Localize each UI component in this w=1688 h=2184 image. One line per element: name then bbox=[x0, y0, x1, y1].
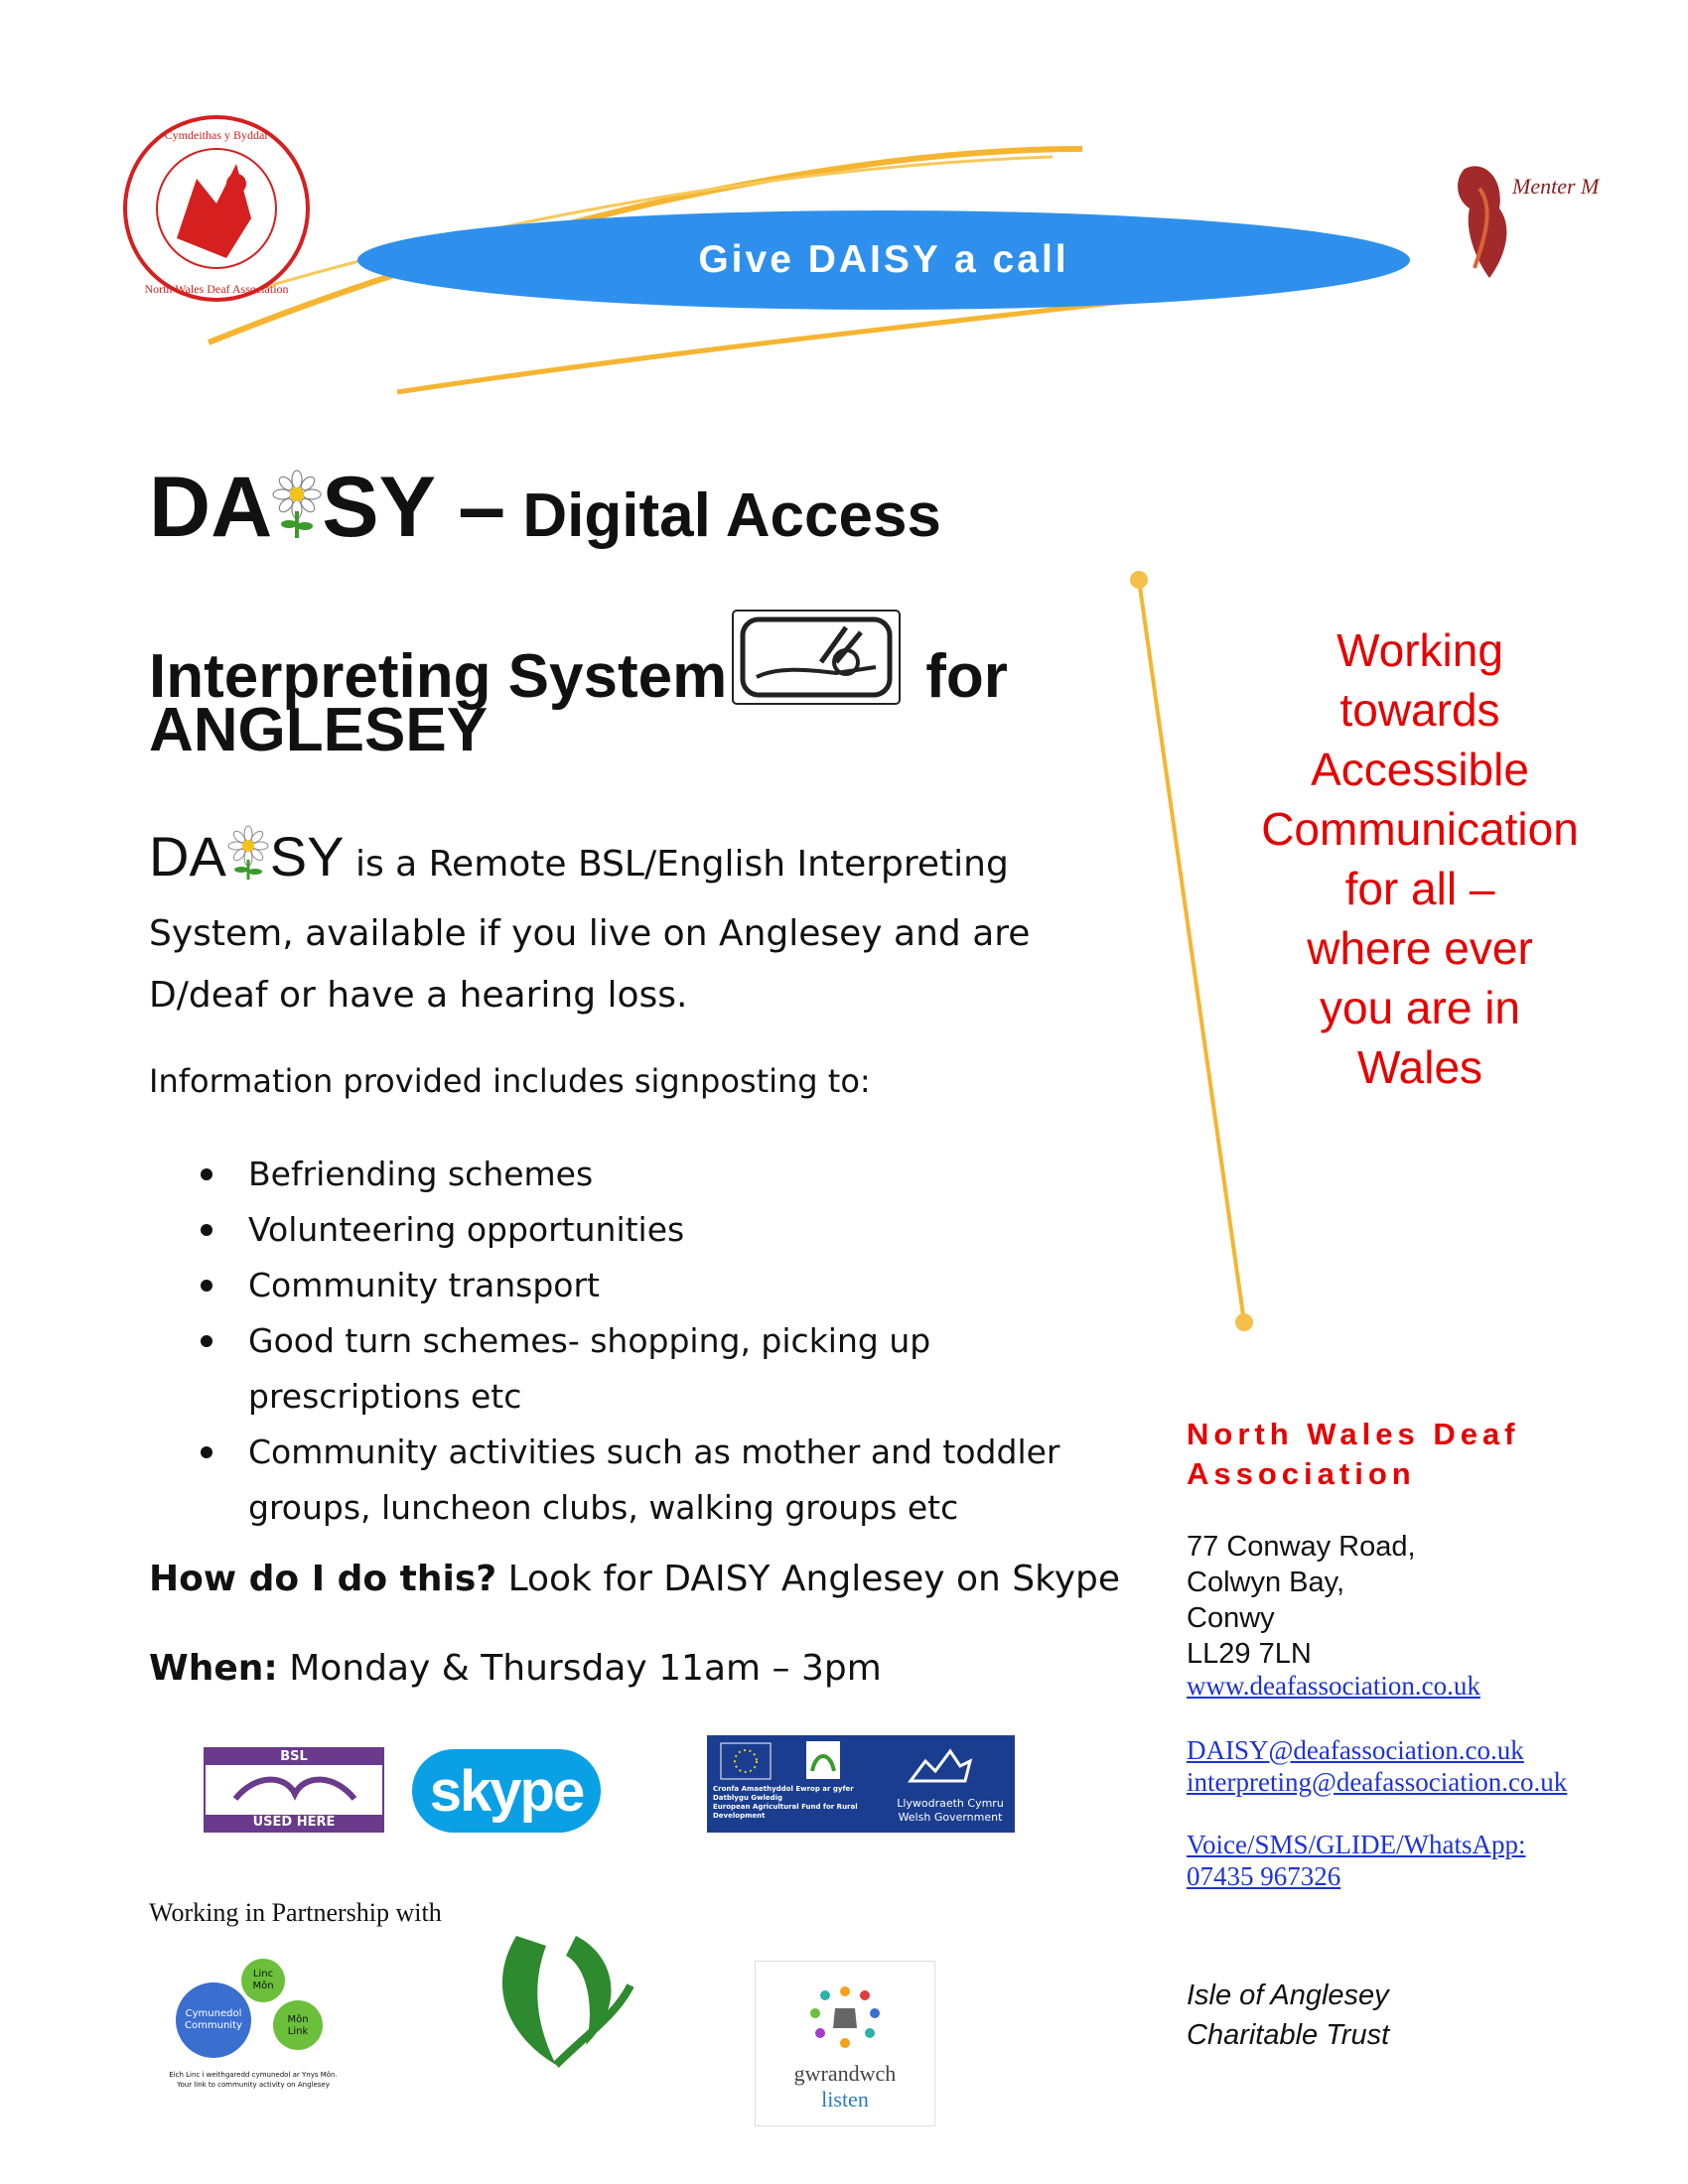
list-item: Befriending schemes bbox=[199, 1147, 1132, 1202]
interpreting-email-link[interactable]: interpreting@deafassociation.co.uk bbox=[1187, 1767, 1568, 1797]
trust-line1: Isle of Anglesey bbox=[1187, 1979, 1389, 2011]
address-line: 77 Conway Road, bbox=[1187, 1531, 1416, 1563]
intro-text-line3: D/deaf or have a hearing loss. bbox=[149, 975, 688, 1016]
gwrandwch-text: gwrandwch bbox=[793, 2061, 897, 2086]
north-wales-deaf-association-logo bbox=[117, 109, 316, 308]
address-line: Conwy bbox=[1187, 1602, 1275, 1634]
give-daisy-a-call-banner bbox=[357, 210, 1410, 310]
welsh-gov-english: Welsh Government bbox=[898, 1811, 1003, 1824]
when-text: Monday & Thursday 11am – 3pm bbox=[277, 1648, 882, 1689]
side-quote bbox=[1221, 620, 1618, 1097]
skype-logo bbox=[412, 1749, 601, 1833]
side-quote-line: Wales bbox=[1356, 1041, 1483, 1093]
signposting-list bbox=[199, 1147, 1132, 1536]
listen-text: listen bbox=[821, 2087, 869, 2112]
page-title-line3: ANGLESEY bbox=[149, 696, 489, 764]
when-label: When: bbox=[149, 1648, 278, 1689]
eu-flag-icon bbox=[721, 1743, 771, 1779]
charitable-trust bbox=[1187, 1976, 1389, 2055]
skype-logo-text: skype bbox=[429, 1758, 584, 1824]
phone-number-link[interactable]: 07435 967326 bbox=[1187, 1861, 1341, 1891]
menter-mon-logo bbox=[1445, 149, 1600, 288]
side-quote-line: towards bbox=[1339, 684, 1500, 736]
daisy-word-suffix: SY bbox=[322, 460, 435, 555]
bsl-used-here-logo bbox=[204, 1747, 384, 1833]
address-line: Colwyn Bay, bbox=[1187, 1567, 1345, 1598]
welsh-gov-welsh: Llywodraeth Cymru bbox=[897, 1797, 1004, 1810]
medrwn-mon-logo bbox=[477, 1926, 635, 2133]
cog-caption-welsh: Eich Linc i weithgaredd cymunedol ar Ynys Môn. bbox=[169, 2071, 338, 2079]
page-title-line1 bbox=[149, 460, 941, 555]
org-name-line2: Association bbox=[1187, 1456, 1416, 1491]
side-quote-line: Working bbox=[1336, 624, 1503, 676]
linc-mon-community-logo bbox=[149, 1951, 357, 2100]
side-quote-line: Communication bbox=[1261, 803, 1579, 855]
welsh-dragon-icon bbox=[901, 1741, 980, 1791]
list-item: Community transport bbox=[199, 1258, 1132, 1313]
intro-text-line2: System, available if you live on Anglesey and are bbox=[149, 913, 1031, 954]
banner-text: Give DAISY a call bbox=[698, 238, 1069, 281]
eu-fund-welsh: Cronfa Amaethyddol Ewrop ar gyfer Datblygu Gwledig bbox=[713, 1785, 854, 1802]
intro-daisy-prefix: DA bbox=[149, 825, 226, 887]
eu-fund-english: European Agricultural Fund for Rural Development bbox=[713, 1803, 858, 1820]
title-for: for bbox=[925, 642, 1008, 711]
eu-fund-text bbox=[713, 1785, 862, 1821]
how-text: Look for DAISY Anglesey on Skype bbox=[496, 1559, 1121, 1599]
sign-language-hands-icon bbox=[727, 608, 906, 707]
cog-caption bbox=[149, 2070, 357, 2090]
medrwn-logo-text: MEDRWN MÔN bbox=[493, 2038, 558, 2133]
daisy-email-link[interactable]: DAISY@deafassociation.co.uk bbox=[1187, 1735, 1524, 1765]
bsl-bottom-label: USED HERE bbox=[206, 1815, 382, 1831]
cog-caption-english: Your link to community activity on Anglesey bbox=[177, 2081, 330, 2089]
side-quote-line: Accessible bbox=[1311, 744, 1529, 795]
side-quote-line: you are in bbox=[1319, 982, 1520, 1033]
side-quote-line: where ever bbox=[1307, 922, 1533, 974]
title-dash: – bbox=[434, 460, 506, 555]
list-item: Community activities such as mother and toddler groups, luncheon clubs, walking groups etc bbox=[199, 1425, 1132, 1536]
daisy-flower-icon bbox=[272, 467, 322, 540]
gwrandwch-listen-logo bbox=[755, 1961, 935, 2126]
intro-line1 bbox=[149, 824, 1009, 888]
organisation-name bbox=[1187, 1415, 1520, 1494]
postal-address bbox=[1187, 1529, 1416, 1672]
daisy-word-prefix: DA bbox=[149, 460, 273, 555]
how-label: How do I do this? bbox=[149, 1559, 497, 1599]
title-digital-access: Digital Access bbox=[505, 481, 941, 550]
info-heading: Information provided includes signposting to: bbox=[149, 1062, 871, 1100]
title-interpreting-system: Interpreting System bbox=[149, 642, 728, 711]
leader-logo-icon bbox=[806, 1741, 840, 1779]
website-link[interactable]: www.deafassociation.co.uk bbox=[1187, 1671, 1480, 1701]
cog-linc-label: Linc Môn bbox=[252, 1969, 274, 1991]
org-name-line1: North Wales Deaf bbox=[1187, 1417, 1520, 1451]
list-item: Good turn schemes- shopping, picking up prescriptions etc bbox=[199, 1313, 1132, 1425]
side-quote-line: for all – bbox=[1344, 863, 1495, 914]
list-item: Volunteering opportunities bbox=[199, 1202, 1132, 1258]
welsh-government-text bbox=[891, 1797, 1010, 1825]
address-line: LL29 7LN bbox=[1187, 1638, 1312, 1670]
bsl-top-label: BSL bbox=[206, 1749, 382, 1765]
svg-text:Cymdeithas y Byddar: Cymdeithas y Byddar bbox=[164, 128, 269, 142]
speech-bubbles-graphic bbox=[805, 1983, 885, 2053]
voice-sms-label[interactable]: Voice/SMS/GLIDE/WhatsApp: bbox=[1187, 1830, 1526, 1859]
svg-text:North Wales Deaf Association: North Wales Deaf Association bbox=[144, 282, 289, 296]
when-line bbox=[149, 1648, 882, 1689]
eu-welsh-government-logo bbox=[707, 1735, 1015, 1833]
intro-text-line1: is a Remote BSL/English Interpreting bbox=[344, 844, 1009, 885]
bsl-hands-icon bbox=[225, 1769, 364, 1809]
how-line bbox=[149, 1559, 1120, 1599]
cog-mon-label: Môn Link bbox=[287, 2014, 309, 2037]
cog-community-label: Cymunedol Community bbox=[185, 2008, 242, 2031]
partnership-label: Working in Partnership with bbox=[149, 1898, 442, 1927]
trust-line2: Charitable Trust bbox=[1187, 2019, 1390, 2051]
daisy-flower-icon-small bbox=[226, 824, 270, 882]
intro-daisy-suffix: SY bbox=[269, 825, 345, 887]
svg-text:Menter M: Menter M bbox=[1512, 174, 1600, 199]
